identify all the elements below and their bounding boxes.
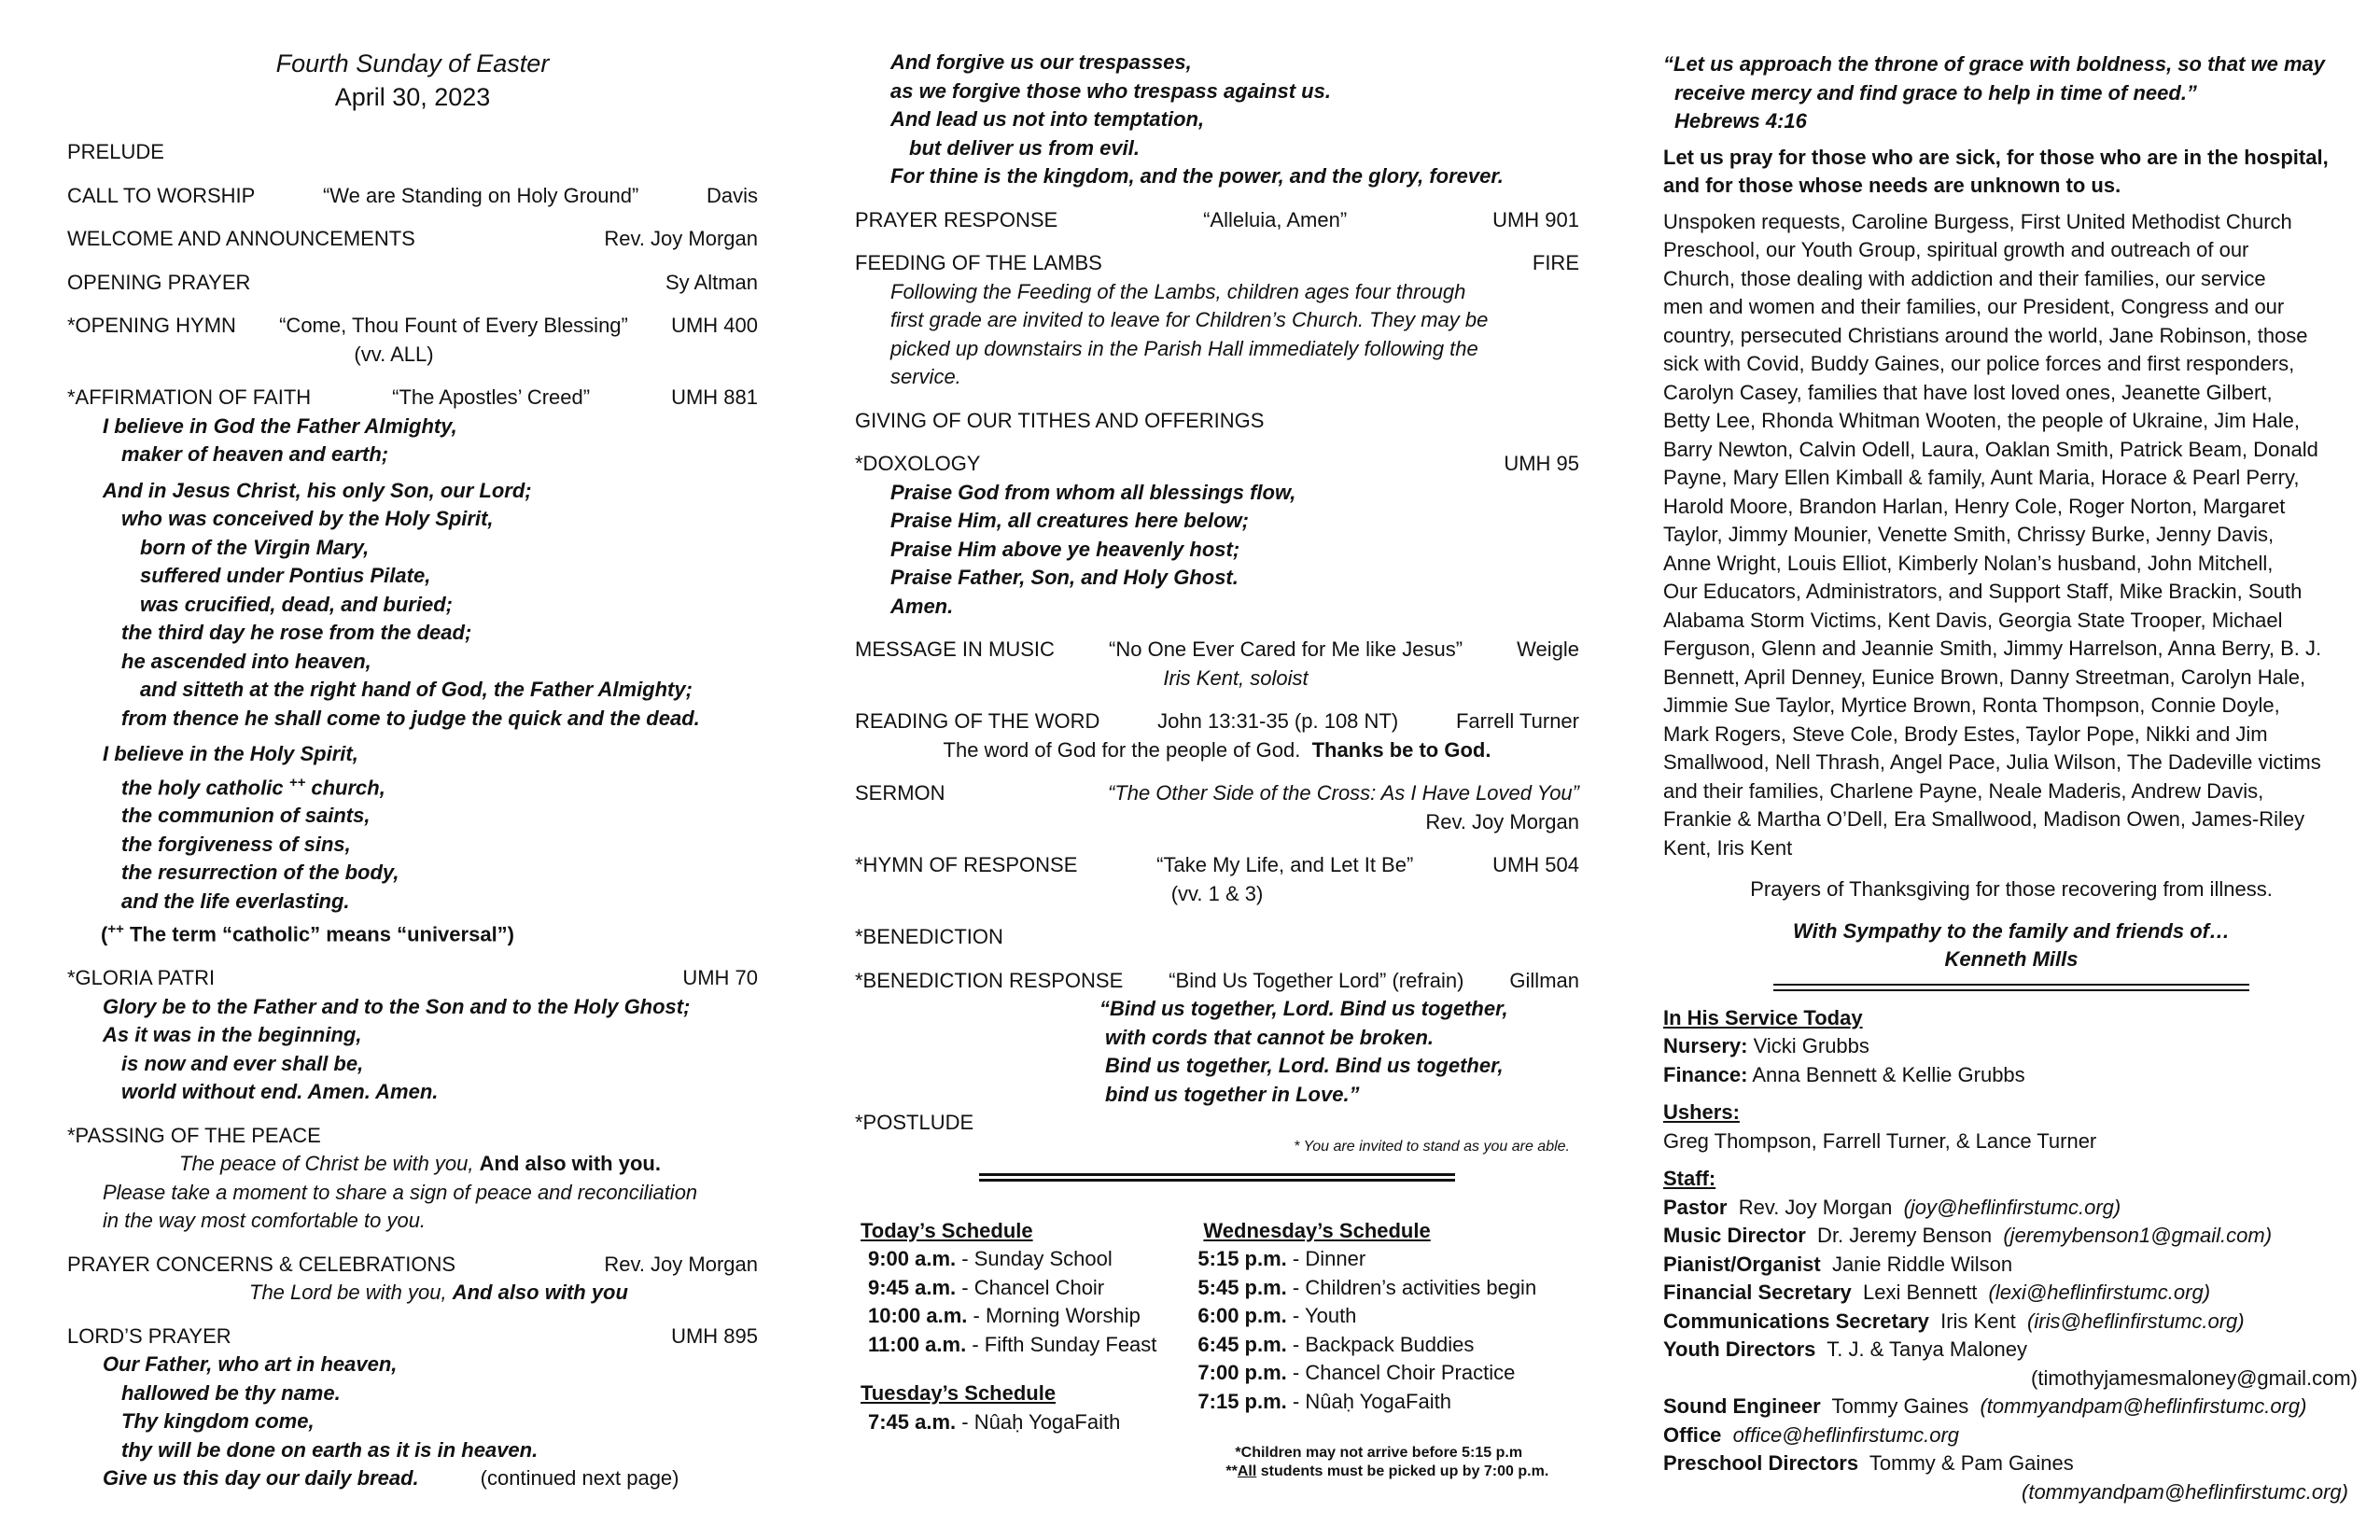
- gloria-label: *GLORIA PATRI: [67, 966, 216, 990]
- feeding-label: FEEDING OF THE LAMBS: [855, 251, 1102, 274]
- today-schedule-heading: Today’s Schedule: [861, 1218, 1033, 1242]
- benediction-label: *BENEDICTION: [855, 925, 1003, 948]
- reading-scripture: John 13:31-35 (p. 108 NT): [1157, 709, 1399, 733]
- lords-prayer-row: [67, 1323, 758, 1351]
- prayer-list-line: Mark Rogers, Steve Cole, Brody Estes, Taylor Pope, Nikki and Jim: [1663, 721, 2268, 746]
- opening-prayer-label: OPENING PRAYER: [67, 270, 251, 294]
- opening-hymn-label: *OPENING HYMN: [67, 314, 236, 337]
- staff-row: [1663, 1336, 2359, 1365]
- peace-call: The peace of Christ be with you,: [179, 1152, 474, 1176]
- benediction-response-composer: Gillman: [1509, 968, 1579, 992]
- schedule-event: - Dinner: [1292, 1247, 1366, 1270]
- prelude-heading: PRELUDE: [67, 140, 164, 163]
- arrival-note: *Children may not arrive before 5:15 p.m: [1235, 1445, 1523, 1461]
- staff-heading: Staff:: [1663, 1167, 1716, 1190]
- tithes-row: [855, 407, 1579, 436]
- prayer-list-line: sick with Covid, Buddy Gaines, our police forces and first responders,: [1663, 352, 2295, 375]
- schedule-item: [861, 1408, 1156, 1437]
- response-line: Bind us together, Lord. Bind us together,: [1105, 1054, 1504, 1077]
- schedules: [855, 1217, 1579, 1482]
- schedule-time: 7:00 p.m.: [1197, 1361, 1287, 1384]
- creed-line: the communion of saints,: [121, 804, 371, 828]
- schedule-event: - Children’s activities begin: [1292, 1275, 1537, 1299]
- hymn-response-verses: (vv. 1 & 3): [1170, 881, 1264, 905]
- prayer-list-line: Unspoken requests, Caroline Burgess, First United Methodist Church: [1663, 209, 2292, 233]
- prayer-intro-line: and for those whose needs are unknown to us.: [1663, 174, 2121, 197]
- service-heading: In His Service Today: [1663, 1005, 1863, 1029]
- creed-line: and the life everlasting.: [121, 889, 350, 913]
- schedule-item: [861, 1274, 1156, 1303]
- concerns-call: The Lord be with you,: [249, 1281, 447, 1305]
- staff-list: [1663, 1194, 2359, 1365]
- prayer-list-line: Church, those dealing with addiction and their families, our service: [1663, 266, 2266, 290]
- staff-email: (jeremybenson1@gmail.com): [2003, 1224, 2273, 1247]
- reading-row: [855, 707, 1579, 736]
- staff-row: [1663, 1393, 2359, 1421]
- prayer-list-line: Anne Wright, Louis Elliot, Kimberly Nolan’s husband, John Mitchell,: [1663, 551, 2274, 575]
- sermon-preacher: Rev. Joy Morgan: [1425, 809, 1579, 833]
- sympathy-name: Kenneth Mills: [1944, 947, 2079, 971]
- prayer-intro-line: Let us pray for those who are sick, for those who are in the hospital,: [1663, 145, 2329, 169]
- staff-email: (iris@heflinfirstumc.org): [2027, 1309, 2245, 1333]
- creed-line: born of the Virgin Mary,: [140, 535, 370, 559]
- opening-hymn-number: UMH 400: [671, 314, 758, 337]
- opening-prayer-row: [67, 269, 758, 298]
- staff-name: Rev. Joy Morgan: [1727, 1195, 1904, 1219]
- call-to-worship-row: [67, 182, 758, 211]
- gloria-line: Glory be to the Father and to the Son and to the Holy Ghost;: [103, 994, 691, 1018]
- prayer-line: For thine is the kingdom, and the power, and the glory, forever.: [890, 164, 1504, 188]
- prayer-line: And lead us not into temptation,: [890, 107, 1205, 131]
- left-schedules: [861, 1217, 1156, 1482]
- welcome-row: [67, 225, 758, 254]
- schedule-item: [861, 1245, 1156, 1274]
- benediction-response-title: “Bind Us Together Lord” (refrain): [1169, 968, 1464, 992]
- lords-prayer-number: UMH 895: [671, 1323, 758, 1348]
- call-to-worship-title: “We are Standing on Holy Ground”: [322, 183, 639, 207]
- bulletin-column-1: [67, 47, 758, 1493]
- schedule-event: - Youth: [1292, 1304, 1357, 1327]
- staff-row: [1663, 1251, 2359, 1280]
- creed-line: And in Jesus Christ, his only Son, our Lord;: [103, 478, 532, 502]
- staff-row: [1663, 1421, 2359, 1450]
- prayer-list-line: Kent, Iris Kent: [1663, 835, 1793, 860]
- schedule-event: - Backpack Buddies: [1292, 1332, 1475, 1356]
- creed-line: I believe in God the Father Almighty,: [103, 413, 457, 438]
- benediction-response-label: *BENEDICTION RESPONSE: [855, 968, 1124, 992]
- creed-line: maker of heaven and earth;: [121, 442, 389, 466]
- feeding-line: first grade are invited to leave for Children’s Church. They may be: [890, 308, 1489, 331]
- bulletin-column-2: [855, 47, 1579, 1481]
- prayer-line: Our Father, who art in heaven,: [103, 1352, 398, 1377]
- quote-reference: Hebrews 4:16: [1674, 109, 1807, 133]
- postlude-label: *POSTLUDE: [855, 1111, 974, 1134]
- staff-role: Youth Directors: [1663, 1337, 1816, 1361]
- concerns-leader: Rev. Joy Morgan: [604, 1252, 758, 1276]
- staff-name: Iris Kent: [1928, 1309, 2028, 1333]
- peace-label: *PASSING OF THE PEACE: [67, 1123, 321, 1147]
- staff-row: [1663, 1279, 2359, 1308]
- call-to-worship-composer: Davis: [706, 183, 758, 207]
- schedule-time: 7:15 p.m.: [1197, 1389, 1287, 1413]
- benediction-response-row: [855, 967, 1579, 996]
- prayer-intro: [1663, 144, 2359, 201]
- peace-exchange: [67, 1150, 758, 1179]
- prayer-list-line: Payne, Mary Ellen Kimball & family, Aunt Maria, Horace & Pearl Perry,: [1663, 466, 2300, 489]
- schedule-time: 10:00 a.m.: [868, 1304, 968, 1327]
- tuesday-schedule-heading: Tuesday’s Schedule: [861, 1381, 1057, 1405]
- staff-row: [1663, 1449, 2359, 1478]
- schedule-event: - Chancel Choir Practice: [1292, 1361, 1516, 1384]
- footnote-mark: ++: [288, 774, 306, 791]
- prayer-list-line: Ferguson, Glenn and Jeannie Smith, Jimmy Harrelson, Anna Berry, B. J.: [1663, 637, 2322, 660]
- creed-line: and sitteth at the right hand of God, the Father Almighty;: [140, 678, 693, 701]
- staff-role: Communications Secretary: [1663, 1309, 1929, 1333]
- doxology-row: [855, 450, 1579, 479]
- creed-line: the third day he rose from the dead;: [121, 621, 472, 644]
- staff-row: [1663, 1194, 2359, 1223]
- affirmation-title: “The Apostles’ Creed”: [392, 385, 591, 409]
- doxology-number: UMH 95: [1504, 452, 1579, 475]
- hymn-response-number: UMH 504: [1492, 853, 1579, 876]
- concerns-exchange: [67, 1279, 758, 1308]
- concerns-row: [67, 1251, 758, 1280]
- call-to-worship-label: CALL TO WORSHIP: [67, 183, 256, 207]
- doxology-line: Praise Father, Son, and Holy Ghost.: [890, 566, 1239, 589]
- schedule-time: 5:15 p.m.: [1197, 1247, 1287, 1270]
- preschool-email: (tommyandpam@heflinfirstumc.org): [2022, 1479, 2348, 1504]
- lords-prayer-label: LORD’S PRAYER: [67, 1323, 231, 1348]
- music-label: MESSAGE IN MUSIC: [855, 637, 1055, 661]
- nursery-line: [1663, 1032, 2359, 1061]
- staff-email: (tommyandpam@heflinfirstumc.org): [1980, 1394, 2307, 1418]
- peace-instruction: in the way most comfortable to you.: [103, 1209, 427, 1233]
- quote-line: “Let us approach the throne of grace with boldness, so that we may: [1663, 52, 2326, 76]
- gloria-line: world without end. Amen. Amen.: [121, 1080, 439, 1104]
- doxology-line: Praise God from whom all blessings flow,: [890, 480, 1296, 504]
- feeding-line: Following the Feeding of the Lambs, children ages four through: [890, 279, 1466, 303]
- hymn-response-label: *HYMN OF RESPONSE: [855, 853, 1078, 876]
- doxology-label: *DOXOLOGY: [855, 452, 981, 475]
- staff-name: T. J. & Tanya Maloney: [1815, 1337, 2028, 1361]
- staff-name: Dr. Jeremy Benson: [1805, 1224, 2004, 1247]
- schedule-item: [1197, 1388, 1548, 1417]
- creed-line: suffered under Pontius Pilate,: [140, 564, 431, 587]
- creed-line: he ascended into heaven,: [121, 649, 371, 673]
- quote-line: receive mercy and find grace to help in time of need.”: [1674, 80, 2197, 105]
- pickup-note-all: All: [1237, 1463, 1257, 1479]
- schedule-item: [1197, 1359, 1548, 1388]
- opening-hymn-verses: (vv. ALL): [354, 342, 434, 366]
- staff-email: office@heflinfirstumc.org: [1732, 1422, 1960, 1447]
- prayer-line: Give us this day our daily bread.: [103, 1466, 419, 1491]
- staff-name: Tommy Gaines: [1820, 1394, 1981, 1418]
- hymn-response-title: “Take My Life, and Let It Be”: [1156, 853, 1414, 876]
- staff-name: Tommy & Pam Gaines: [1858, 1451, 2074, 1475]
- staff-email: (joy@heflinfirstumc.org): [1903, 1195, 2121, 1219]
- footnote-text: The term “catholic” means “universal”): [129, 922, 515, 946]
- nursery-name: Vicki Grubbs: [1747, 1034, 1869, 1057]
- sympathy-heading: With Sympathy to the family and friends of…: [1793, 918, 2230, 943]
- reading-answer: Thanks be to God.: [1311, 737, 1491, 762]
- scripture-quote: [1663, 50, 2359, 136]
- peace-row: [67, 1122, 758, 1151]
- reading-label: READING OF THE WORD: [855, 709, 1100, 733]
- prayer-list: [1663, 208, 2359, 863]
- ushers-heading: Ushers:: [1663, 1100, 1740, 1124]
- opening-hymn-title: “Come, Thou Fount of Every Blessing”: [279, 314, 628, 337]
- affirmation-number: UMH 881: [671, 385, 758, 409]
- today-schedule-list: [861, 1245, 1156, 1359]
- staff-email: (lexi@heflinfirstumc.org): [1988, 1281, 2211, 1304]
- benediction-response-text: [855, 995, 1579, 1109]
- prayer-line: as we forgive those who trespass against us.: [890, 78, 1331, 103]
- schedule-time: 7:45 a.m.: [868, 1409, 957, 1434]
- schedule-item: [1197, 1302, 1548, 1331]
- staff-name: Janie Riddle Wilson: [1820, 1252, 2013, 1276]
- gloria-text: [67, 993, 758, 1107]
- staff-row: [1663, 1222, 2359, 1251]
- feeding-leader: FIRE: [1532, 251, 1579, 274]
- sermon-row: [855, 779, 1579, 808]
- reading-response: [855, 736, 1579, 765]
- affirmation-label: *AFFIRMATION OF FAITH: [67, 385, 312, 409]
- schedule-time: 6:00 p.m.: [1197, 1304, 1287, 1327]
- nursery-label: Nursery:: [1663, 1034, 1748, 1057]
- prayer-list-line: Taylor, Jimmy Mounier, Venette Smith, Chrissy Burke, Jenny Davis,: [1663, 523, 2275, 546]
- opening-hymn-row: [67, 312, 758, 341]
- creed-line: was crucified, dead, and buried;: [140, 592, 453, 616]
- prayer-response-label: PRAYER RESPONSE: [855, 207, 1058, 231]
- staff-role: Financial Secretary: [1663, 1281, 1852, 1304]
- response-line: with cords that cannot be broken.: [1105, 1025, 1435, 1049]
- lords-prayer-last: [67, 1464, 758, 1493]
- right-schedules: [1197, 1217, 1548, 1482]
- pickup-note: [1197, 1463, 1548, 1481]
- music-row: [855, 636, 1579, 665]
- gloria-number: UMH 70: [682, 966, 758, 990]
- creed-stanza-2: [67, 477, 758, 734]
- prayer-list-line: Frankie & Martha O’Dell, Era Smallwood, Madison Owen, James-Riley: [1663, 807, 2305, 831]
- finance-line: [1663, 1061, 2359, 1090]
- staff-role: Office: [1663, 1422, 1722, 1447]
- section-divider: [1773, 984, 2249, 991]
- creed-line: from thence he shall come to judge the quick and the dead.: [121, 706, 700, 730]
- schedule-time: 6:45 p.m.: [1197, 1332, 1287, 1356]
- staff-name: Lexi Bennett: [1851, 1281, 1989, 1304]
- prayer-list-line: Smallwood, Nell Thrash, Angel Pace, Julia Wilson, The Dadeville victims: [1663, 750, 2321, 774]
- prayer-line: but deliver us from evil.: [909, 135, 1140, 160]
- staff-name: [1721, 1423, 1732, 1447]
- creed-line: [67, 769, 758, 803]
- tithes-label: GIVING OF OUR TITHES AND OFFERINGS: [855, 408, 1265, 432]
- gloria-line: As it was in the beginning,: [103, 1023, 362, 1047]
- prayer-list-line: Preschool, our Youth Group, spiritual growth and outreach of our: [1663, 238, 2249, 261]
- section-divider: [979, 1173, 1455, 1182]
- creed-stanza-1: [67, 413, 758, 469]
- pickup-note-text: students must be picked up by 7:00 p.m.: [1256, 1463, 1549, 1479]
- staff-row: [1663, 1308, 2359, 1337]
- schedule-item: [1197, 1245, 1548, 1274]
- music-title: “No One Ever Cared for Me like Jesus”: [1109, 637, 1463, 661]
- doxology-line: Praise Him above ye heavenly host;: [890, 537, 1240, 561]
- staff-role: Preschool Directors: [1663, 1451, 1859, 1475]
- feeding-text: [855, 278, 1579, 392]
- prayer-list-line: Bennett, April Denney, Eunice Brown, Danny Streetman, Carolyn Hale,: [1663, 665, 2306, 689]
- schedule-item: [1197, 1331, 1548, 1360]
- concerns-response: And also with you: [452, 1281, 628, 1305]
- prayer-line: hallowed be thy name.: [121, 1380, 341, 1405]
- service-date: April 30, 2023: [334, 83, 491, 111]
- prayer-list-line: Jimmie Sue Taylor, Myrtice Brown, Ronta Thompson, Connie Doyle,: [1663, 693, 2280, 717]
- schedule-item: [861, 1302, 1156, 1331]
- youth-email: (timothyjamesmaloney@gmail.com): [2031, 1365, 2358, 1390]
- benediction-row: [855, 923, 1579, 952]
- creed-line: who was conceived by the Holy Spirit,: [121, 507, 494, 530]
- staff-role: Music Director: [1663, 1224, 1806, 1247]
- prayer-response-number: UMH 901: [1492, 207, 1579, 231]
- prayer-list-line: Carolyn Casey, families that have lost loved ones, Jeanette Gilbert,: [1663, 380, 2273, 404]
- stand-note: * You are invited to stand as you are able.: [1294, 1138, 1570, 1155]
- response-line: bind us together in Love.”: [1105, 1082, 1360, 1106]
- doxology-text: [855, 479, 1579, 622]
- concerns-label: PRAYER CONCERNS & CELEBRATIONS: [67, 1252, 456, 1276]
- staff-role: Pastor: [1663, 1195, 1728, 1219]
- reading-call: The word of God for the people of God.: [943, 737, 1301, 762]
- peace-instruction: Please take a moment to share a sign of peace and reconciliation: [103, 1180, 698, 1204]
- continued-note: (continued next page): [480, 1466, 679, 1491]
- creed-line: the resurrection of the body,: [121, 861, 399, 885]
- welcome-leader: Rev. Joy Morgan: [604, 227, 758, 250]
- prayer-response-row: [855, 206, 1579, 235]
- welcome-label: WELCOME AND ANNOUNCEMENTS: [67, 227, 415, 250]
- response-line: “Bind us together, Lord. Bind us together,: [1099, 997, 1508, 1020]
- prayer-list-line: men and women and their families, our President, Congress and our: [1663, 295, 2285, 318]
- wednesday-schedule-heading: Wednesday’s Schedule: [1203, 1218, 1431, 1242]
- staff-list-2: [1663, 1393, 2359, 1478]
- peace-response: And also with you.: [479, 1152, 661, 1176]
- footnote-mark: ++: [107, 921, 124, 938]
- prayer-line: And forgive us our trespasses,: [890, 50, 1192, 74]
- schedule-time: 5:45 p.m.: [1197, 1275, 1287, 1299]
- pickup-note-mark: **: [1225, 1463, 1238, 1479]
- finance-label: Finance:: [1663, 1062, 1748, 1086]
- finance-names: Anna Bennett & Kellie Grubbs: [1747, 1062, 2025, 1086]
- schedule-time: 9:45 a.m.: [868, 1275, 957, 1299]
- wednesday-schedule-list: [1197, 1245, 1548, 1416]
- doxology-line: Praise Him, all creatures here below;: [890, 509, 1249, 532]
- prayer-line: Thy kingdom come,: [121, 1409, 315, 1434]
- feeding-line: service.: [890, 365, 961, 388]
- lords-prayer-continued: [855, 49, 1579, 191]
- schedule-item: [861, 1331, 1156, 1360]
- creed-text: the holy catholic: [121, 775, 284, 799]
- gloria-row: [67, 964, 758, 993]
- schedule-time: 11:00 a.m.: [868, 1332, 967, 1356]
- schedule-event: - Morning Worship: [973, 1304, 1141, 1327]
- opening-prayer-leader: Sy Altman: [665, 270, 758, 294]
- lords-prayer-text: [67, 1351, 758, 1464]
- music-soloist: Iris Kent, soloist: [1163, 665, 1309, 690]
- schedule-event: - Nûaḥ YogaFaith: [1292, 1389, 1451, 1413]
- schedule-event: - Fifth Sunday Feast: [972, 1332, 1157, 1356]
- prayer-list-line: Betty Lee, Rhonda Whitman Wooten, the people of Ukraine, Jim Hale,: [1663, 409, 2300, 432]
- prayer-list-line: and their families, Charlene Payne, Neale Maderis, Andrew Davis,: [1663, 778, 2264, 803]
- sermon-label: SERMON: [855, 781, 945, 805]
- staff-role: Pianist/Organist: [1663, 1252, 1821, 1276]
- music-composer: Weigle: [1517, 637, 1579, 661]
- prayer-list-line: Alabama Storm Victims, Kent Davis, Georgia State Trooper, Michael: [1663, 608, 2283, 632]
- gloria-line: is now and ever shall be,: [121, 1051, 364, 1075]
- prayer-list-line: Barry Newton, Calvin Odell, Laura, Oaklan Smith, Patrick Beam, Donald: [1663, 437, 2318, 461]
- prayer-list-line: Our Educators, Administrators, and Support Staff, Mike Brackin, South: [1663, 580, 2303, 603]
- schedule-event: - Chancel Choir: [961, 1275, 1105, 1299]
- creed-stanza-3: [67, 740, 758, 916]
- prayer-response-title: “Alleluia, Amen”: [1203, 207, 1348, 231]
- feeding-line: picked up downstairs in the Parish Hall immediately following the: [890, 336, 1478, 360]
- creed-line: I believe in the Holy Spirit,: [103, 742, 358, 765]
- tuesday-schedule-list: [861, 1408, 1156, 1437]
- staff-role: Sound Engineer: [1663, 1394, 1821, 1418]
- feeding-row: [855, 249, 1579, 278]
- prayer-list-line: Harold Moore, Brandon Harlan, Henry Cole, Roger Norton, Margaret: [1663, 494, 2286, 518]
- ushers-names: Greg Thompson, Farrell Turner, & Lance Turner: [1663, 1128, 2097, 1153]
- reading-reader: Farrell Turner: [1455, 709, 1579, 733]
- schedule-event: - Nûaḥ YogaFaith: [961, 1409, 1121, 1434]
- prayer-line: thy will be done on earth as it is in heaven.: [121, 1437, 539, 1462]
- affirmation-row: [67, 384, 758, 413]
- hymn-response-row: [855, 851, 1579, 880]
- schedule-item: [1197, 1274, 1548, 1303]
- creed-footnote: (++ The term “catholic” means “universal”): [101, 921, 515, 946]
- prayer-list-line: country, persecuted Christians around the world, Jane Robinson, those: [1663, 323, 2308, 347]
- sermon-title: “The Other Side of the Cross: As I Have Loved You”: [1107, 781, 1579, 805]
- thanksgiving-note: Prayers of Thanksgiving for those recovering from illness.: [1750, 877, 2273, 901]
- schedule-time: 9:00 a.m.: [868, 1247, 957, 1270]
- service-title: Fourth Sunday of Easter: [275, 49, 550, 77]
- schedule-event: - Sunday School: [961, 1247, 1113, 1270]
- doxology-line: Amen.: [890, 594, 954, 618]
- creed-line: the forgiveness of sins,: [121, 832, 351, 856]
- creed-text: church,: [311, 775, 385, 799]
- bulletin-column-3: [1663, 47, 2359, 1506]
